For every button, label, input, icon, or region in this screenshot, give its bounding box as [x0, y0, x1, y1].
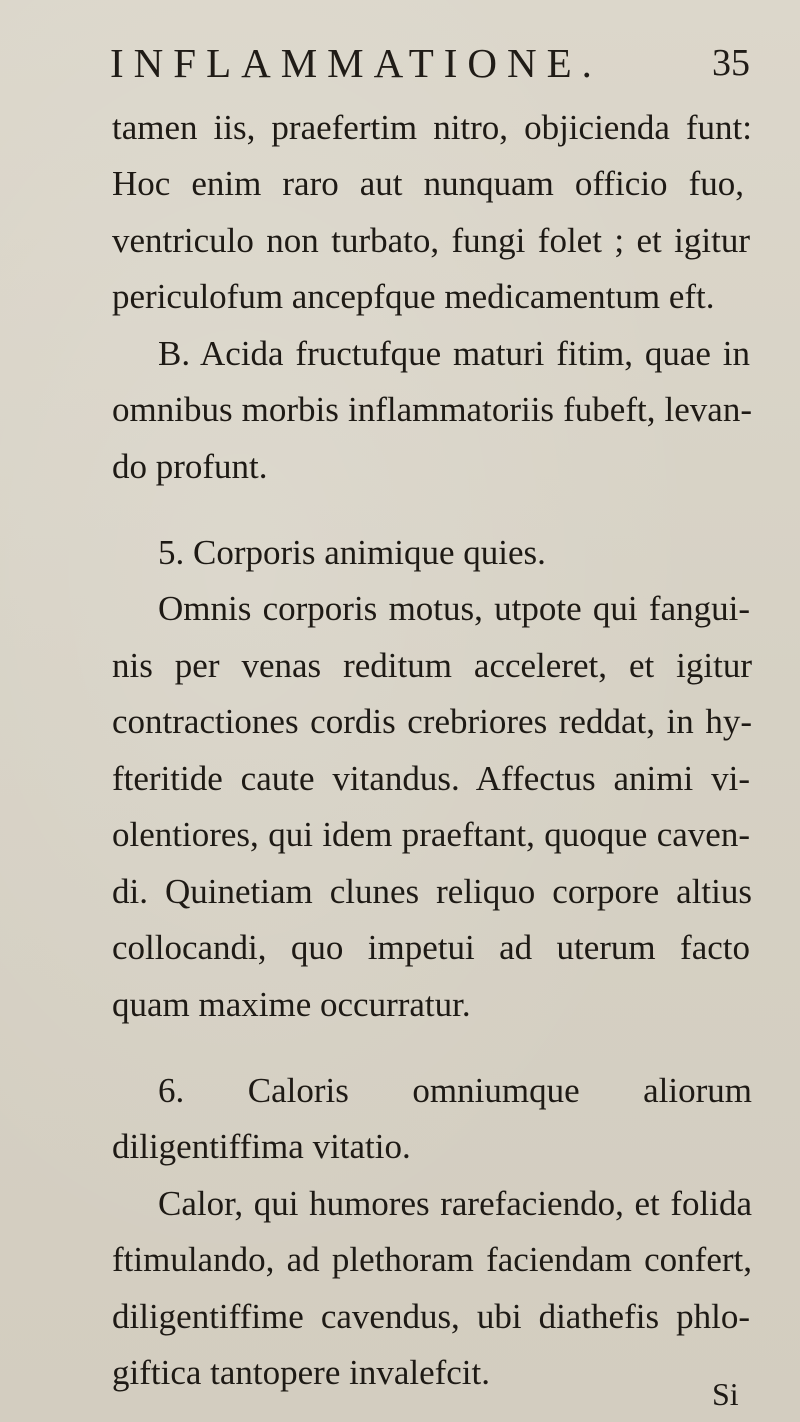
text-line: Omnis corporis motus, utpote qui fangui-: [158, 589, 750, 628]
text-line: do profunt.: [112, 447, 268, 486]
text-line: giftica tantopere invalefcit.: [112, 1353, 491, 1392]
text-line: Hoc enim raro aut nunquam officio fuo,: [112, 164, 744, 203]
text-line: quam maxime occurratur.: [112, 985, 471, 1024]
text-line: tamen iis, praefertim nitro, objicienda funt:: [112, 108, 752, 147]
text-line: di. Quinetiam clunes reliquo corpore altius: [112, 872, 752, 911]
text-line: nis per venas reditum acceleret, et igitur: [112, 646, 752, 685]
text-line: B. Acida fructufque maturi fitim, quae in: [158, 334, 750, 373]
section-heading-6: 6. Caloris omniumque aliorum: [158, 1071, 752, 1110]
running-title: INFLAMMATIONE.: [110, 40, 602, 86]
text-line: Calor, qui humores rarefaciendo, et folida: [158, 1184, 752, 1223]
text-line: fteritide caute vitandus. Affectus animi vi-: [112, 759, 750, 798]
text-line: diligentiffime cavendus, ubi diathefis phlo-: [112, 1297, 750, 1336]
catchword: Si: [712, 1376, 739, 1412]
section-heading-6-cont: diligentiffima vitatio.: [112, 1127, 411, 1166]
text-line: omnibus morbis inflammatoriis fubeft, levan-: [112, 390, 752, 429]
text-line: olentiores, qui idem praeftant, quoque caven-: [112, 815, 750, 854]
text-line: periculofum ancepfque medicamentum eft.: [112, 277, 715, 316]
section-heading-5: 5. Corporis animique quies.: [158, 533, 546, 572]
text-line: collocandi, quo impetui ad uterum facto: [112, 928, 750, 967]
page-number: 35: [712, 42, 750, 84]
text-line: contractiones cordis crebriores reddat, in hy-: [112, 702, 752, 741]
text-line: ventriculo non turbato, fungi folet ; et igitur: [112, 221, 750, 260]
text-line: ftimulando, ad plethoram faciendam confert,: [112, 1240, 752, 1279]
